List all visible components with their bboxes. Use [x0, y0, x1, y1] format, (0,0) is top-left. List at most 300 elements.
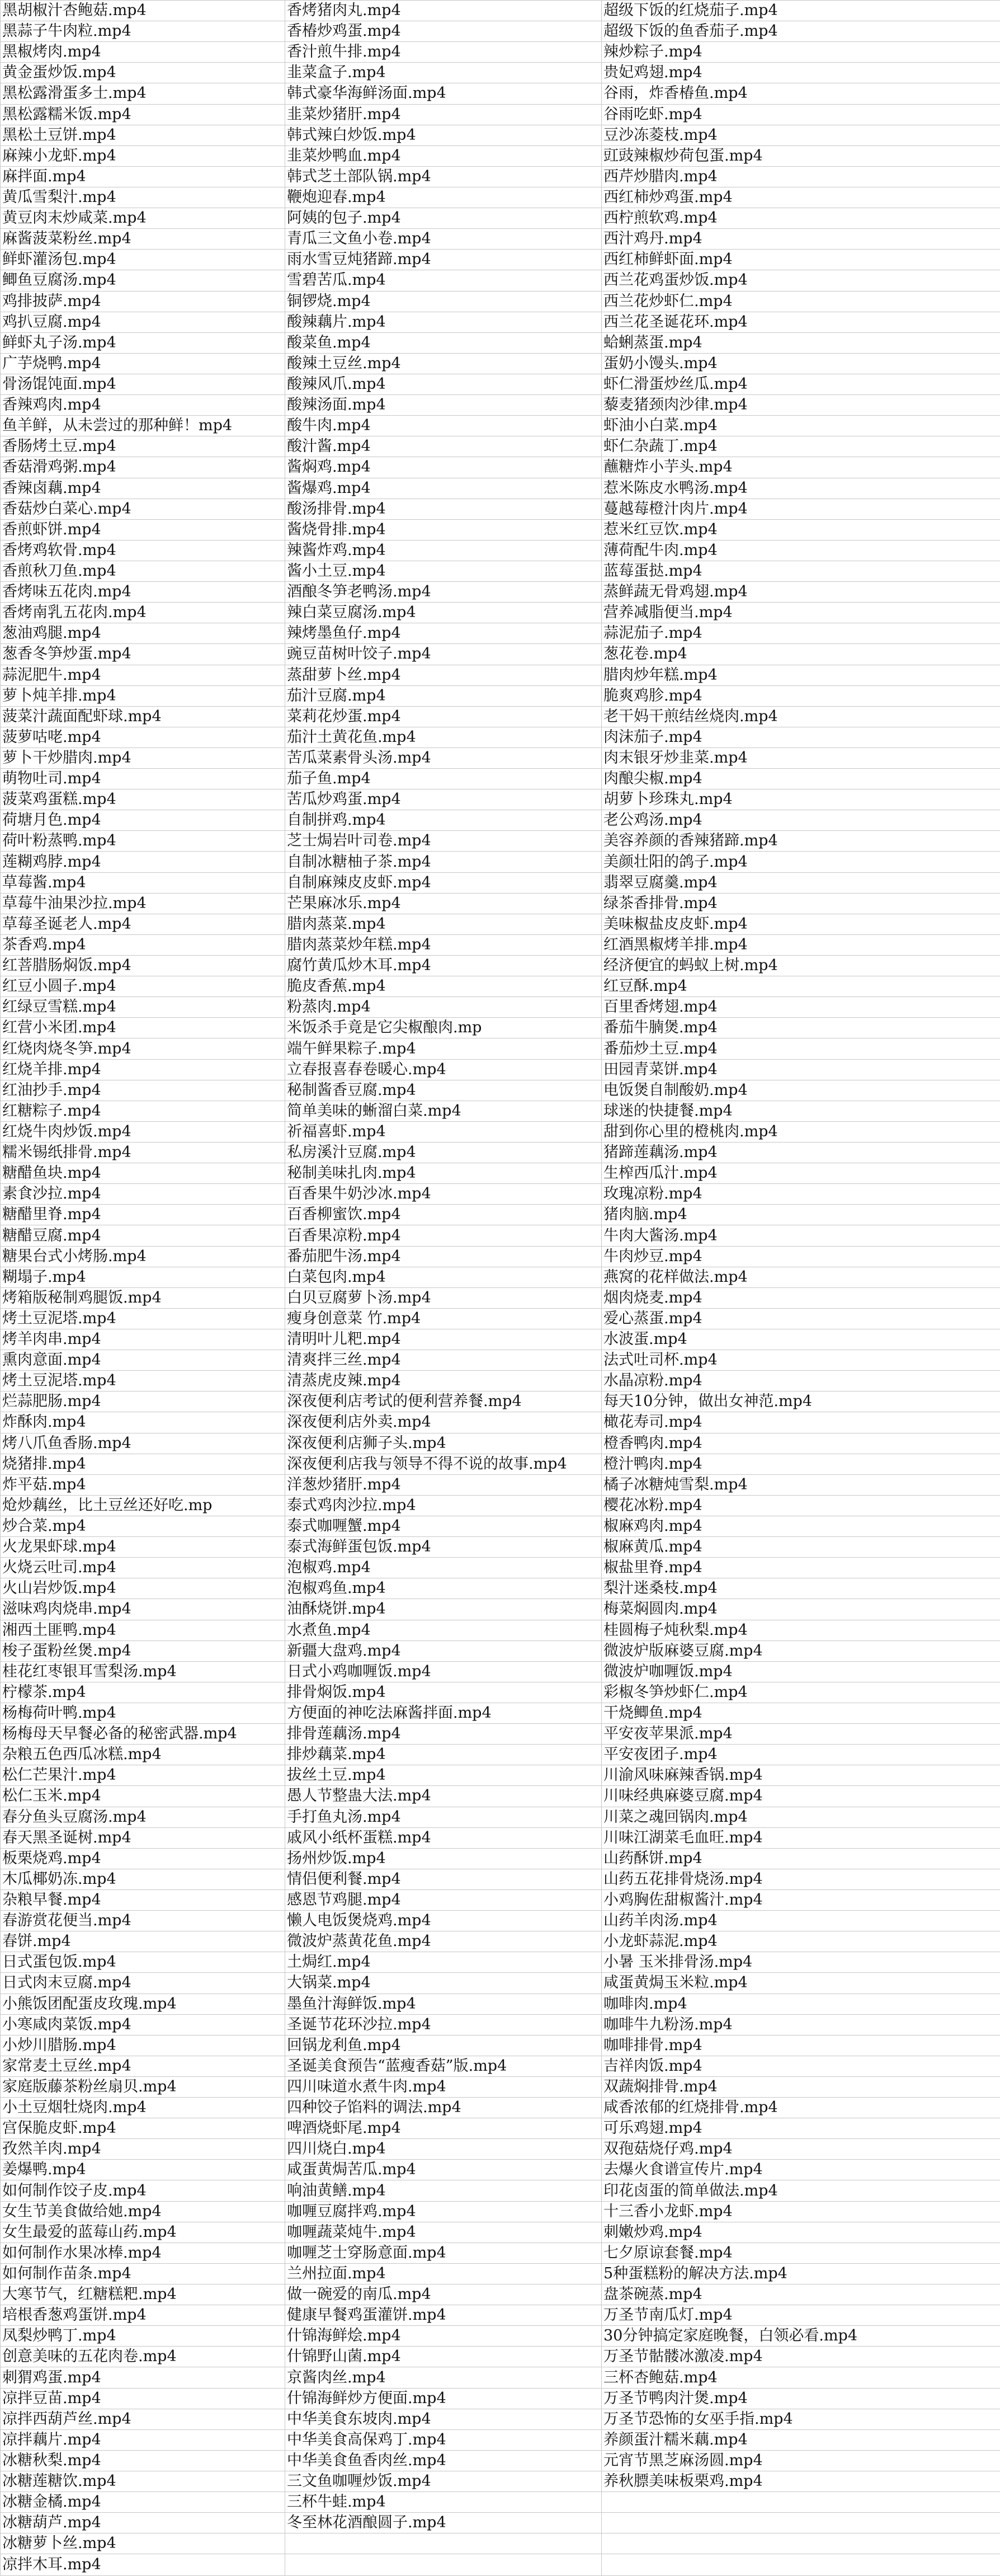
file-name-cell: 土焗红.mp4 [285, 1952, 602, 1973]
table-row [1, 872, 1000, 893]
file-name-cell: 如何制作饺子皮.mp4 [1, 2180, 285, 2201]
table-row [1, 769, 1000, 789]
file-name-cell: 自制麻辣皮皮虾.mp4 [285, 872, 602, 893]
table-row [1, 499, 1000, 519]
file-name-cell: 酸菜鱼.mp4 [285, 332, 602, 353]
table-row [1, 1412, 1000, 1433]
table-row [1, 2076, 1000, 2097]
file-name-cell: 酒酿冬笋老鸭汤.mp4 [285, 582, 602, 603]
file-name-cell: 橘子冰糖炖雪梨.mp4 [602, 1474, 1000, 1495]
file-name-cell: 樱花冰粉.mp4 [602, 1495, 1000, 1516]
table-row [1, 374, 1000, 394]
file-name-cell: 祈福喜虾.mp4 [285, 1121, 602, 1142]
file-name-cell: 干烧鲫鱼.mp4 [602, 1703, 1000, 1723]
file-name-cell: 西兰花圣诞花环.mp4 [602, 312, 1000, 332]
file-name-cell: 女生节美食做给她.mp4 [1, 2201, 285, 2222]
file-name-cell: 小鸡胸佐甜椒酱汁.mp4 [602, 1889, 1000, 1910]
file-name-cell: 咖喱蔬菜炖牛.mp4 [285, 2222, 602, 2243]
table-row [1, 2409, 1000, 2429]
table-row [1, 1640, 1000, 1661]
table-row [1, 1537, 1000, 1558]
file-name-cell: 草莓圣诞老人.mp4 [1, 914, 285, 934]
file-name-cell: 百香果牛奶沙冰.mp4 [285, 1184, 602, 1205]
file-name-cell: 葱油鸡腿.mp4 [1, 623, 285, 644]
file-name-cell: 懒人电饭煲烧鸡.mp4 [285, 1911, 602, 1931]
file-name-cell: 柠檬茶.mp4 [1, 1682, 285, 1703]
file-name-cell: 中华美食高保鸡丁.mp4 [285, 2429, 602, 2450]
file-name-cell: 香烤鸡软骨.mp4 [1, 540, 285, 561]
file-name-cell: 5种蛋糕粉的解决方法.mp4 [602, 2263, 1000, 2284]
file-name-cell: 韩式豪华海鲜汤面.mp4 [285, 83, 602, 104]
file-name-cell: 咖喱豆腐拌鸡.mp4 [285, 2201, 602, 2222]
table-row [1, 603, 1000, 623]
file-name-cell: 养颜蛋汁糯米藕.mp4 [602, 2429, 1000, 2450]
table-row [1, 810, 1000, 831]
file-name-cell: 美容养颜的香辣猪蹄.mp4 [602, 831, 1000, 852]
file-name-cell: 脆皮香蕉.mp4 [285, 976, 602, 997]
table-row [1, 997, 1000, 1018]
file-name-cell: 鲫鱼豆腐汤.mp4 [1, 270, 285, 291]
file-name-cell: 蔓越莓橙汁肉片.mp4 [602, 499, 1000, 519]
file-name-cell: 蒜泥茄子.mp4 [602, 623, 1000, 644]
file-name-cell: 腐竹黄瓜炒木耳.mp4 [285, 956, 602, 976]
file-name-cell: 茄子鱼.mp4 [285, 769, 602, 789]
file-name-cell: 拔丝土豆.mp4 [285, 1765, 602, 1786]
file-name-cell: 三文鱼咖喱炒饭.mp4 [285, 2471, 602, 2492]
table-row [1, 1994, 1000, 2014]
table-row [1, 2429, 1000, 2450]
table-row [1, 2492, 1000, 2513]
file-name-cell: 深夜便利店我与领导不得不说的故事.mp4 [285, 1454, 602, 1474]
table-row [1, 1059, 1000, 1080]
file-name-cell: 牛肉炒豆.mp4 [602, 1246, 1000, 1267]
file-name-cell: 谷雨吃虾.mp4 [602, 104, 1000, 125]
file-name-cell: 端午鲜果粽子.mp4 [285, 1038, 602, 1059]
file-name-cell: 咖啡肉.mp4 [602, 1994, 1000, 2014]
file-name-cell: 香肠烤土豆.mp4 [1, 436, 285, 457]
table-row [1, 208, 1000, 229]
file-name-cell: 广芋烧鸭.mp4 [1, 353, 285, 374]
file-name-cell: 法式吐司杯.mp4 [602, 1350, 1000, 1371]
table-row [1, 63, 1000, 83]
table-row [1, 1163, 1000, 1184]
file-name-cell: 家庭版藤茶粉丝扇贝.mp4 [1, 2076, 285, 2097]
file-name-cell: 辣炒粽子.mp4 [602, 42, 1000, 63]
table-row [1, 1454, 1000, 1474]
table-row [1, 1495, 1000, 1516]
file-name-cell: 香煎虾饼.mp4 [1, 519, 285, 540]
file-name-cell: 萌物吐司.mp4 [1, 769, 285, 789]
file-name-cell: 梨汁迷桑枝.mp4 [602, 1578, 1000, 1599]
file-name-cell [602, 2533, 1000, 2554]
file-name-cell: 炒合菜.mp4 [1, 1516, 285, 1536]
file-name-cell: 萝卜炖羊排.mp4 [1, 685, 285, 706]
file-name-cell: 麻辣小龙虾.mp4 [1, 145, 285, 166]
file-name-cell: 西红柿鲜虾面.mp4 [602, 250, 1000, 270]
table-row [1, 1474, 1000, 1495]
file-name-cell: 冰糖萝卜丝.mp4 [1, 2533, 285, 2554]
file-name-cell: 藜麦猪颈肉沙律.mp4 [602, 395, 1000, 416]
file-name-cell: 烤羊肉串.mp4 [1, 1329, 285, 1350]
table-row [1, 934, 1000, 955]
table-row [1, 2098, 1000, 2118]
file-name-cell: 双蔬焖排骨.mp4 [602, 2076, 1000, 2097]
file-name-cell: 香煎秋刀鱼.mp4 [1, 561, 285, 581]
file-name-cell: 冰糖莲糖饮.mp4 [1, 2471, 285, 2492]
table-row [1, 623, 1000, 644]
table-row [1, 1350, 1000, 1371]
file-name-cell: 手打鱼丸汤.mp4 [285, 1807, 602, 1827]
table-row [1, 478, 1000, 499]
table-row [1, 2513, 1000, 2533]
file-name-cell: 鲜虾灌汤包.mp4 [1, 250, 285, 270]
file-name-cell: 辣酱炸鸡.mp4 [285, 540, 602, 561]
file-name-cell: 姜爆鸭.mp4 [1, 2160, 285, 2180]
file-name-cell: 啤酒烧虾尾.mp4 [285, 2118, 602, 2139]
table-row [1, 2533, 1000, 2554]
file-name-cell: 肉末银牙炒韭菜.mp4 [602, 748, 1000, 768]
file-name-cell: 翡翠豆腐羹.mp4 [602, 872, 1000, 893]
table-row [1, 1392, 1000, 1412]
table-row [1, 1329, 1000, 1350]
file-name-cell: 凉拌藕片.mp4 [1, 2429, 285, 2450]
file-name-cell: 四川烧白.mp4 [285, 2139, 602, 2160]
file-name-cell: 糖醋鱼块.mp4 [1, 1163, 285, 1184]
file-name-cell: 白贝豆腐萝卜汤.mp4 [285, 1287, 602, 1308]
file-name-cell: 黑胡椒汁杏鲍菇.mp4 [1, 1, 285, 21]
table-row [1, 540, 1000, 561]
table-row [1, 2367, 1000, 2388]
table-row [1, 1121, 1000, 1142]
file-name-cell: 山药酥饼.mp4 [602, 1848, 1000, 1869]
file-name-cell: 辣烤墨鱼仔.mp4 [285, 623, 602, 644]
table-row [1, 2180, 1000, 2201]
file-name-cell: 脆爽鸡胗.mp4 [602, 685, 1000, 706]
file-name-cell: 泰式鸡肉沙拉.mp4 [285, 1495, 602, 1516]
file-name-cell: 电饭煲自制酸奶.mp4 [602, 1080, 1000, 1101]
file-name-cell: 腊肉蒸菜炒年糕.mp4 [285, 934, 602, 955]
file-name-cell: 红绿豆雪糕.mp4 [1, 997, 285, 1018]
file-name-cell: 糯米锡纸排骨.mp4 [1, 1143, 285, 1163]
file-name-cell: 红酒黑椒烤羊排.mp4 [602, 934, 1000, 955]
file-name-cell: 泰式咖喱蟹.mp4 [285, 1516, 602, 1536]
file-name-cell: 印花卤蛋的简单做法.mp4 [602, 2180, 1000, 2201]
file-name-cell: 蘸糖炸小芋头.mp4 [602, 457, 1000, 478]
table-row [1, 2118, 1000, 2139]
file-name-cell: 黄豆肉末炒咸菜.mp4 [1, 208, 285, 229]
file-name-cell: 炝炒藕丝，比土豆丝还好吃.mp [1, 1495, 285, 1516]
table-row [1, 2388, 1000, 2409]
file-name-cell: 每天10分钟，做出女神范.mp4 [602, 1392, 1000, 1412]
table-row [1, 457, 1000, 478]
file-name-cell: 日式肉末豆腐.mp4 [1, 1973, 285, 1994]
file-name-cell: 什锦海鲜炒方便面.mp4 [285, 2388, 602, 2409]
file-name-cell: 老公鸡汤.mp4 [602, 810, 1000, 831]
table-row [1, 2201, 1000, 2222]
file-name-cell: 咸蛋黄焗玉米粒.mp4 [602, 1973, 1000, 1994]
file-name-cell: 荷塘月色.mp4 [1, 810, 285, 831]
file-name-cell: 蛤蜊蒸蛋.mp4 [602, 332, 1000, 353]
file-name-cell: 烧猪排.mp4 [1, 1454, 285, 1474]
file-name-cell: 春游赏花便当.mp4 [1, 1911, 285, 1931]
table-row [1, 2326, 1000, 2347]
table-row [1, 291, 1000, 312]
file-name-cell: 麻酱菠菜粉丝.mp4 [1, 229, 285, 250]
file-name-cell: 万圣节鸭肉汁煲.mp4 [602, 2388, 1000, 2409]
file-name-cell: 感恩节鸡腿.mp4 [285, 1889, 602, 1910]
file-name-cell: 小炒川腊肠.mp4 [1, 2035, 285, 2056]
table-row [1, 1433, 1000, 1454]
file-name-cell: 葱香冬笋炒蛋.mp4 [1, 644, 285, 665]
file-name-cell: 韭菜炒猪肝.mp4 [285, 104, 602, 125]
file-name-cell: 如何制作水果冰棒.mp4 [1, 2243, 285, 2263]
file-name-cell: 橙汁鸭肉.mp4 [602, 1454, 1000, 1474]
file-name-cell: 莲糊鸡脖.mp4 [1, 852, 285, 872]
file-name-cell: 韭菜盒子.mp4 [285, 63, 602, 83]
file-name-cell: 如何制作苗条.mp4 [1, 2263, 285, 2284]
table-row [1, 1724, 1000, 1745]
file-name-cell: 自制冰糖柚子茶.mp4 [285, 852, 602, 872]
file-name-cell: 糊塌子.mp4 [1, 1267, 285, 1287]
file-name-cell: 美颜壮阳的鸽子.mp4 [602, 852, 1000, 872]
table-row [1, 1973, 1000, 1994]
file-name-cell: 深夜便利店考试的便利营养餐.mp4 [285, 1392, 602, 1412]
file-name-cell: 西兰花鸡蛋炒饭.mp4 [602, 270, 1000, 291]
table-row [1, 831, 1000, 852]
file-name-cell: 香辣鸡肉.mp4 [1, 395, 285, 416]
file-name-cell: 经济便宜的蚂蚁上树.mp4 [602, 956, 1000, 976]
file-name-cell: 简单美味的蜥溜白菜.mp4 [285, 1101, 602, 1121]
file-name-cell: 可乐鸡翅.mp4 [602, 2118, 1000, 2139]
file-name-cell: 凉拌木耳.mp4 [1, 2554, 285, 2576]
table-row [1, 789, 1000, 810]
file-name-cell: 清蒸虎皮辣.mp4 [285, 1371, 602, 1392]
file-name-cell: 香辣卤藕.mp4 [1, 478, 285, 499]
file-name-cell: 爱心蒸蛋.mp4 [602, 1308, 1000, 1329]
table-row [1, 1267, 1000, 1287]
file-name-cell: 黄金蛋炒饭.mp4 [1, 63, 285, 83]
file-name-cell: 豇豉辣椒炒荷包蛋.mp4 [602, 145, 1000, 166]
file-name-cell: 水波蛋.mp4 [602, 1329, 1000, 1350]
file-name-cell: 椒盐里脊.mp4 [602, 1558, 1000, 1578]
file-name-cell: 红烧牛肉炒饭.mp4 [1, 1121, 285, 1142]
table-row [1, 1578, 1000, 1599]
file-name-cell: 百香柳蜜饮.mp4 [285, 1205, 602, 1225]
file-name-cell: 葱花卷.mp4 [602, 644, 1000, 665]
file-name-cell: 酸辣土豆丝.mp4 [285, 353, 602, 374]
file-name-cell: 粉蒸肉.mp4 [285, 997, 602, 1018]
table-row [1, 1869, 1000, 1889]
file-name-cell: 黑松露糯米饭.mp4 [1, 104, 285, 125]
file-name-cell: 薄荷配牛肉.mp4 [602, 540, 1000, 561]
file-name-cell: 鞭炮迎春.mp4 [285, 187, 602, 208]
file-name-cell: 30分钟搞定家庭晚餐，白领必看.mp4 [602, 2326, 1000, 2347]
file-name-cell: 椒麻黄瓜.mp4 [602, 1537, 1000, 1558]
file-name-cell: 日式蛋包饭.mp4 [1, 1952, 285, 1973]
table-row [1, 270, 1000, 291]
file-name-cell: 深夜便利店狮子头.mp4 [285, 1433, 602, 1454]
table-row [1, 1599, 1000, 1620]
file-name-cell: 川渝风味麻辣香锅.mp4 [602, 1765, 1000, 1786]
table-row [1, 1516, 1000, 1536]
file-name-cell: 冰糖金橘.mp4 [1, 2492, 285, 2513]
table-row [1, 395, 1000, 416]
file-name-cell: 肉沫茄子.mp4 [602, 727, 1000, 748]
file-name-cell: 熏肉意面.mp4 [1, 1350, 285, 1371]
file-name-cell: 湘西土匪鸭.mp4 [1, 1620, 285, 1640]
file-name-cell: 私房溪汁豆腐.mp4 [285, 1143, 602, 1163]
file-name-cell: 元宵节黑芝麻汤圆.mp4 [602, 2450, 1000, 2471]
file-name-cell: 凤梨炒鸭丁.mp4 [1, 2326, 285, 2347]
table-row [1, 582, 1000, 603]
file-name-cell: 宫保脆皮虾.mp4 [1, 2118, 285, 2139]
file-name-cell: 万圣节恐怖的女巫手指.mp4 [602, 2409, 1000, 2429]
file-name-cell: 青瓜三文鱼小卷.mp4 [285, 229, 602, 250]
file-name-cell: 烂蒜肥肠.mp4 [1, 1392, 285, 1412]
table-row [1, 956, 1000, 976]
file-name-cell: 泡椒鸡.mp4 [285, 1558, 602, 1578]
file-name-cell: 蓝莓蛋挞.mp4 [602, 561, 1000, 581]
file-name-cell: 创意美味的五花肉卷.mp4 [1, 2347, 285, 2367]
file-name-cell: 小熊饭团配蛋皮玫瑰.mp4 [1, 1994, 285, 2014]
file-name-cell: 百里香烤翅.mp4 [602, 997, 1000, 1018]
file-name-cell: 绿茶香排骨.mp4 [602, 893, 1000, 914]
table-row [1, 1205, 1000, 1225]
file-name-cell: 糖醋里脊.mp4 [1, 1205, 285, 1225]
file-name-cell: 杨梅母天早餐必备的秘密武器.mp4 [1, 1724, 285, 1745]
file-name-cell: 水晶凉粉.mp4 [602, 1371, 1000, 1392]
file-name-cell: 胡萝卜珍珠丸.mp4 [602, 789, 1000, 810]
table-row [1, 1911, 1000, 1931]
file-name-cell: 酸辣汤面.mp4 [285, 395, 602, 416]
file-name-cell: 滋味鸡肉烧串.mp4 [1, 1599, 285, 1620]
file-name-cell [602, 2554, 1000, 2576]
file-name-cell: 川味经典麻婆豆腐.mp4 [602, 1786, 1000, 1807]
file-name-cell: 四种饺子馅料的调法.mp4 [285, 2098, 602, 2118]
file-name-cell: 鱼羊鲜，从未尝过的那种鲜！mp4 [1, 416, 285, 436]
file-name-cell: 黑蒜子牛肉粒.mp4 [1, 21, 285, 42]
file-name-cell: 菠萝咕咾.mp4 [1, 727, 285, 748]
table-row [1, 2035, 1000, 2056]
table-row [1, 685, 1000, 706]
file-name-cell: 香椿炒鸡蛋.mp4 [285, 21, 602, 42]
file-name-cell: 微波炉咖喱饭.mp4 [602, 1661, 1000, 1682]
file-name-cell: 平安夜团子.mp4 [602, 1745, 1000, 1765]
file-name-cell: 球迷的快捷餐.mp4 [602, 1101, 1000, 1121]
file-name-cell: 超级下饭的红烧茄子.mp4 [602, 1, 1000, 21]
file-name-cell: 芒果麻冰乐.mp4 [285, 893, 602, 914]
file-name-cell: 泡椒鸡鱼.mp4 [285, 1578, 602, 1599]
file-name-cell: 万圣节南瓜灯.mp4 [602, 2305, 1000, 2326]
file-name-cell: 松仁芒果汁.mp4 [1, 1765, 285, 1786]
file-name-cell: 蛋奶小馒头.mp4 [602, 353, 1000, 374]
table-row [1, 706, 1000, 727]
table-row [1, 1682, 1000, 1703]
table-row [1, 42, 1000, 63]
file-name-cell: 鸡扒豆腐.mp4 [1, 312, 285, 332]
file-name-cell: 红烧羊排.mp4 [1, 1059, 285, 1080]
file-name-cell: 菠菜汁蔬面配虾球.mp4 [1, 706, 285, 727]
file-name-cell: 西芹炒腊肉.mp4 [602, 166, 1000, 187]
file-name-cell: 番茄牛腩煲.mp4 [602, 1018, 1000, 1038]
file-name-cell: 蒸鲜蔬无骨鸡翅.mp4 [602, 582, 1000, 603]
file-name-cell: 红糖粽子.mp4 [1, 1101, 285, 1121]
table-row [1, 2243, 1000, 2263]
file-name-cell: 红烧肉烧冬笋.mp4 [1, 1038, 285, 1059]
file-name-cell: 春分鱼头豆腐汤.mp4 [1, 1807, 285, 1827]
table-row [1, 353, 1000, 374]
file-name-cell: 贵妃鸡翅.mp4 [602, 63, 1000, 83]
table-row [1, 976, 1000, 997]
file-name-cell: 炸酥肉.mp4 [1, 1412, 285, 1433]
file-name-cell: 虾仁杂蔬丁.mp4 [602, 436, 1000, 457]
file-name-cell: 彩椒冬笋炒虾仁.mp4 [602, 1682, 1000, 1703]
table-row [1, 561, 1000, 581]
file-name-cell: 中华美食鱼香肉丝.mp4 [285, 2450, 602, 2471]
file-name-cell: 酸牛肉.mp4 [285, 416, 602, 436]
file-name-cell: 酸汁酱.mp4 [285, 436, 602, 457]
file-name-cell: 酸辣藕片.mp4 [285, 312, 602, 332]
file-name-cell: 深夜便利店外卖.mp4 [285, 1412, 602, 1433]
table-row [1, 21, 1000, 42]
file-name-cell: 去爆火食谱宣传片.mp4 [602, 2160, 1000, 2180]
file-name-cell: 小土豆烟牡烧肉.mp4 [1, 2098, 285, 2118]
file-name-cell: 米饭杀手竟是它尖椒酿肉.mp [285, 1018, 602, 1038]
file-name-cell: 十三香小龙虾.mp4 [602, 2201, 1000, 2222]
file-name-cell: 糖醋豆腐.mp4 [1, 1225, 285, 1246]
file-name-cell: 做一碗爱的南瓜.mp4 [285, 2284, 602, 2305]
file-name-cell: 清爽拌三丝.mp4 [285, 1350, 602, 1371]
file-name-cell: 西红柿炒鸡蛋.mp4 [602, 187, 1000, 208]
file-name-cell: 凉拌豆苗.mp4 [1, 2388, 285, 2409]
table-row [1, 1952, 1000, 1973]
file-name-cell: 中华美食东坡肉.mp4 [285, 2409, 602, 2429]
file-name-cell: 橙香鸭肉.mp4 [602, 1433, 1000, 1454]
table-row [1, 332, 1000, 353]
table-row [1, 1287, 1000, 1308]
file-name-cell: 茶香鸡.mp4 [1, 934, 285, 955]
file-name-cell: 酱焖鸡.mp4 [285, 457, 602, 478]
file-name-cell: 甜到你心里的橙桃肉.mp4 [602, 1121, 1000, 1142]
file-name-cell: 猪蹄莲藕汤.mp4 [602, 1143, 1000, 1163]
file-name-cell: 番茄肥牛汤.mp4 [285, 1246, 602, 1267]
file-name-cell: 草莓牛油果沙拉.mp4 [1, 893, 285, 914]
file-name-cell: 麻拌面.mp4 [1, 166, 285, 187]
table-row [1, 2305, 1000, 2326]
file-name-cell: 烟肉烧麦.mp4 [602, 1287, 1000, 1308]
table-row [1, 2263, 1000, 2284]
file-name-cell: 老干妈干煎结丝烧肉.mp4 [602, 706, 1000, 727]
file-list-body [1, 1, 1000, 2576]
table-row [1, 83, 1000, 104]
file-name-cell: 情侣便利餐.mp4 [285, 1869, 602, 1889]
file-name-cell: 什锦野山菌.mp4 [285, 2347, 602, 2367]
file-name-cell: 酱烧骨排.mp4 [285, 519, 602, 540]
file-name-cell: 愚人节整蛊大法.mp4 [285, 1786, 602, 1807]
file-name-cell: 荷叶粉蒸鸭.mp4 [1, 831, 285, 852]
file-name-cell: 西兰花炒虾仁.mp4 [602, 291, 1000, 312]
file-name-cell: 骨汤馄饨面.mp4 [1, 374, 285, 394]
file-name-cell: 酸辣风爪.mp4 [285, 374, 602, 394]
file-name-cell: 秘制美味扎肉.mp4 [285, 1163, 602, 1184]
table-row [1, 312, 1000, 332]
table-row [1, 1184, 1000, 1205]
table-row [1, 1246, 1000, 1267]
file-name-cell: 草莓酱.mp4 [1, 872, 285, 893]
table-row [1, 2139, 1000, 2160]
file-name-cell: 咸蛋黄焗苦瓜.mp4 [285, 2160, 602, 2180]
file-name-cell: 家常麦土豆丝.mp4 [1, 2056, 285, 2076]
